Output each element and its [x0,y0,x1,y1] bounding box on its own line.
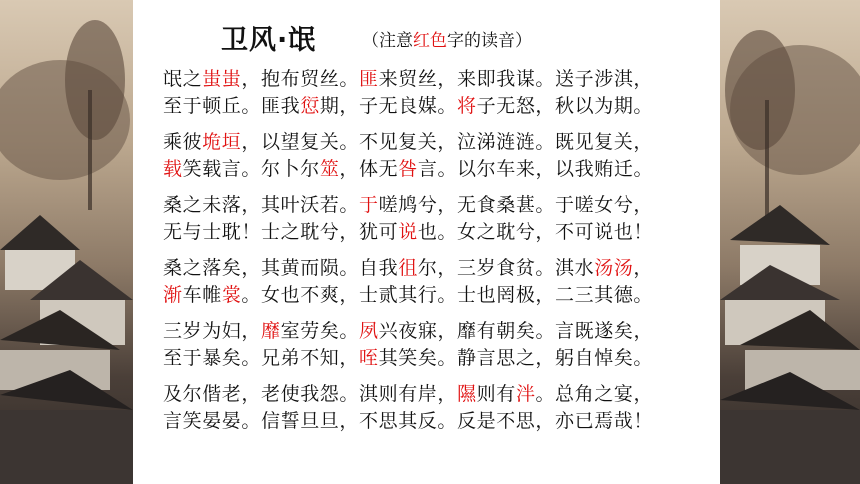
line-text: ， [633,257,654,279]
poem-line [163,408,703,435]
line-text: 至于暴矣。兄弟不知， [163,347,360,369]
highlighted-character: 汤汤 [594,257,634,279]
poem-line [163,381,703,408]
highlighted-character: 咥 [359,347,379,369]
line-text: 言。以尔车来，以我贿迁。 [417,158,654,180]
poem-line [163,129,703,156]
highlighted-character: 于 [359,194,379,216]
highlighted-character: 垝垣 [202,131,242,153]
line-text: 氓之 [163,68,203,90]
line-text: 笑载言。尔卜尔 [182,158,320,180]
highlighted-character: 蚩蚩 [202,68,242,90]
highlighted-character: 咎 [398,158,418,180]
line-text: 嗟鸠兮，无食桑葚。于嗟女兮， [378,194,654,216]
line-text: 言笑晏晏。信誓旦旦，不思其反。反是不思，亦已焉哉！ [163,410,654,432]
poem-line [163,345,703,372]
poem-line [163,282,703,309]
highlighted-character: 隰 [457,383,477,405]
stanza [163,381,703,435]
poem-line [163,219,703,246]
stanza [163,192,703,246]
poem-line [163,66,703,93]
line-text: 车帷 [182,284,222,306]
highlighted-character: 裳 [221,284,242,306]
stanza [163,255,703,309]
line-text: 。总角之宴， [535,383,654,405]
line-text: 期，子无良媒。 [319,95,458,117]
line-text: 三岁为妇， [163,320,262,342]
poem-line [163,255,703,282]
line-text: 桑之未落，其叶沃若。 [163,194,360,216]
stanza [163,318,703,372]
highlighted-character: 渐 [163,284,183,306]
line-text: 至于顿丘。匪我 [163,95,301,117]
line-text: 无与士耽！士之耽兮，犹可 [163,221,399,243]
highlighted-character: 靡 [261,320,281,342]
line-text: 子无怒，秋以为期。 [476,95,654,117]
highlighted-character: 夙 [359,320,379,342]
poem-page [133,0,720,484]
reading-note [362,26,532,51]
note-prefix: （注意 [362,31,413,51]
line-text: 也。女之耽兮，不可说也！ [417,221,654,243]
highlighted-character: 载 [163,158,183,180]
line-text: 桑之落矣，其黄而陨。自我 [163,257,399,279]
line-text: 室劳矣。 [280,320,360,342]
note-suffix: 字的读音） [447,31,532,51]
highlighted-character: 筮 [319,158,340,180]
poem-line [163,318,703,345]
line-text: 则有 [476,383,516,405]
poem-body [163,66,703,444]
highlighted-character: 将 [457,95,477,117]
line-text: 尔，三岁食贫。淇水 [417,257,595,279]
poem-title: 卫风·氓 [221,25,317,56]
right-landscape-image [720,0,860,484]
line-text: ，抱布贸丝。 [241,68,360,90]
stanza [163,129,703,183]
poem-line [163,156,703,183]
note-highlight: 红色 [413,31,447,51]
highlighted-character: 愆 [300,95,320,117]
line-text: 乘彼 [163,131,203,153]
highlighted-character: 匪 [359,68,379,90]
line-text: 及尔偕老，老使我怨。淇则有岸， [163,383,458,405]
highlighted-character: 徂 [398,257,418,279]
line-text: ，以望复关。不见复关，泣涕涟涟。既见复关， [241,131,654,153]
header [133,18,720,62]
stanza [163,66,703,120]
poem-line [163,192,703,219]
highlighted-character: 说 [398,221,418,243]
line-text: 其笑矣。静言思之，躬自悼矣。 [378,347,654,369]
highlighted-character: 泮 [515,383,536,405]
poem-line [163,93,703,120]
line-text: 。女也不爽，士贰其行。士也罔极，二三其德。 [241,284,654,306]
line-text: ，体无 [339,158,399,180]
line-text: 来贸丝，来即我谋。送子涉淇， [378,68,654,90]
line-text: 兴夜寐，靡有朝矣。言既遂矣， [378,320,654,342]
left-landscape-image [0,0,133,484]
